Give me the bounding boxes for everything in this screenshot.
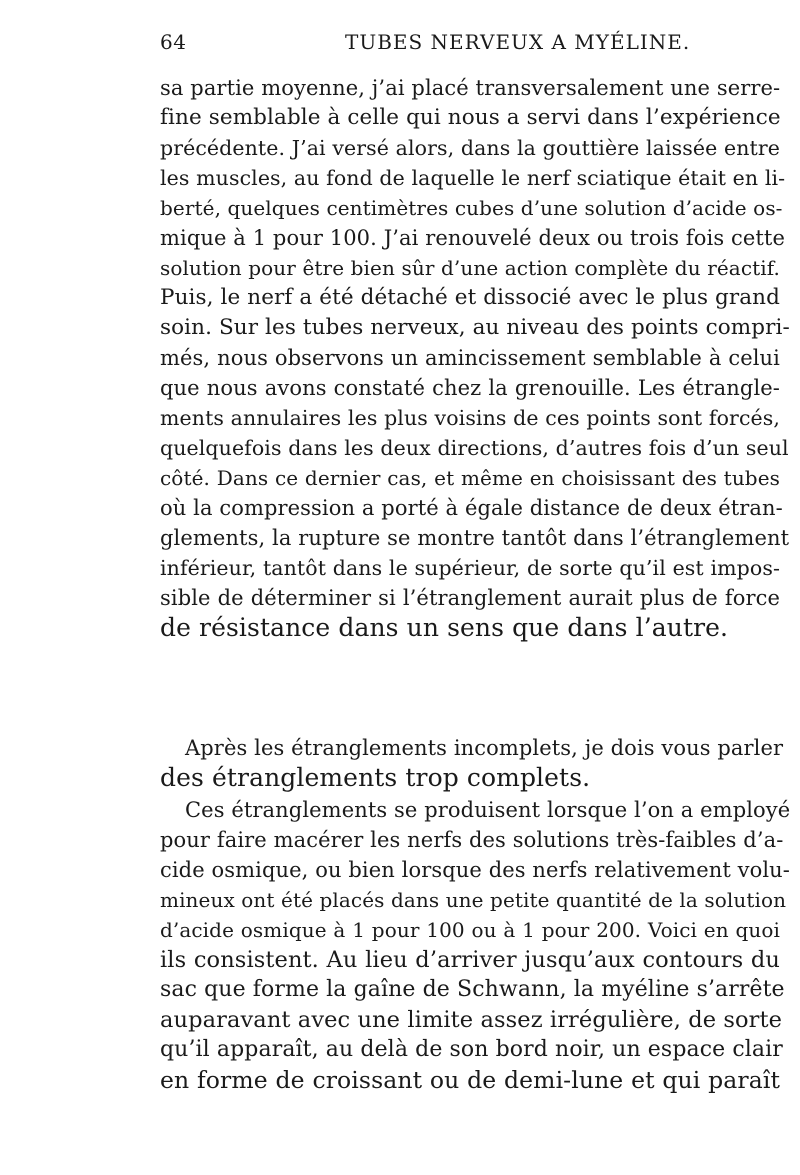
text-line: soin. Sur les tubes nerveux, au niveau des points compri- — [160, 315, 790, 340]
text-line: mineux ont été placés dans une petite quantité de la solution — [160, 888, 787, 912]
text-line: de résistance dans un sens que dans l’autre. — [160, 613, 729, 642]
text-line: qu’il apparaît, au delà de son bord noir, un espace clair — [160, 1037, 783, 1062]
text-line: mique à 1 pour 100. J’ai renouvelé deux ou trois fois cette — [160, 226, 785, 250]
text-line: sible de déterminer si l’étranglement aurait plus de force — [160, 586, 780, 610]
text-line: solution pour être bien sûr d’une action complète du réactif. — [160, 256, 780, 280]
text-line: quelquefois dans les deux directions, d’autres fois d’un seul — [160, 436, 789, 460]
text-line: en forme de croissant ou de demi-lune et qui paraît — [160, 1066, 780, 1094]
text-line: fine semblable à celle qui nous a servi dans l’expérience — [160, 105, 781, 130]
text-line: berté, quelques centimètres cubes d’une solution d’acide os- — [160, 196, 783, 220]
text-line: sa partie moyenne, j’ai placé transversalement une serre- — [160, 76, 781, 100]
text-line: auparavant avec une limite assez irrégulière, de sorte — [160, 1007, 783, 1033]
text-line: les muscles, au fond de laquelle le nerf sciatique était en li- — [160, 166, 786, 190]
text-line: côté. Dans ce dernier cas, et même en choisissant des tubes — [160, 466, 780, 490]
page-number: 64 — [160, 30, 187, 54]
text-line: des étranglements trop complets. — [160, 763, 591, 792]
text-line: inférieur, tantôt dans le supérieur, de sorte qu’il est impos- — [160, 556, 780, 580]
text-line: més, nous observons un amincissement semblable à celui — [160, 346, 780, 370]
text-line: que nous avons constaté chez la grenouille. Les étrangle- — [160, 376, 780, 400]
text-line: Puis, le nerf a été détaché et dissocié avec le plus grand — [160, 285, 780, 310]
text-line: précédente. J’ai versé alors, dans la gouttière laissée entre — [160, 136, 780, 160]
page-header — [160, 30, 780, 60]
text-line: Après les étranglements incomplets, je dois vous parler — [185, 736, 784, 760]
text-line: pour faire macérer les nerfs des solutions très-faibles d’a- — [160, 828, 784, 852]
text-line: où la compression a porté à égale distance de deux étran- — [160, 496, 783, 520]
text-line: ils consistent. Au lieu d’arriver jusqu’aux contours du — [160, 947, 780, 973]
running-head: TUBES NERVEUX A MYÉLINE. — [345, 30, 691, 54]
text-line: d’acide osmique à 1 pour 100 ou à 1 pour 200. Voici en quoi — [160, 918, 780, 942]
text-line: ments annulaires les plus voisins de ces points sont forcés, — [160, 406, 780, 430]
text-line: glements, la rupture se montre tantôt dans l’étranglement — [160, 526, 790, 550]
text-line: cide osmique, ou bien lorsque des nerfs relativement volu- — [160, 858, 791, 882]
text-line: sac que forme la gaîne de Schwann, la myéline s’arrête — [160, 977, 785, 1002]
text-line: Ces étranglements se produisent lorsque l’on a employé — [185, 798, 791, 822]
